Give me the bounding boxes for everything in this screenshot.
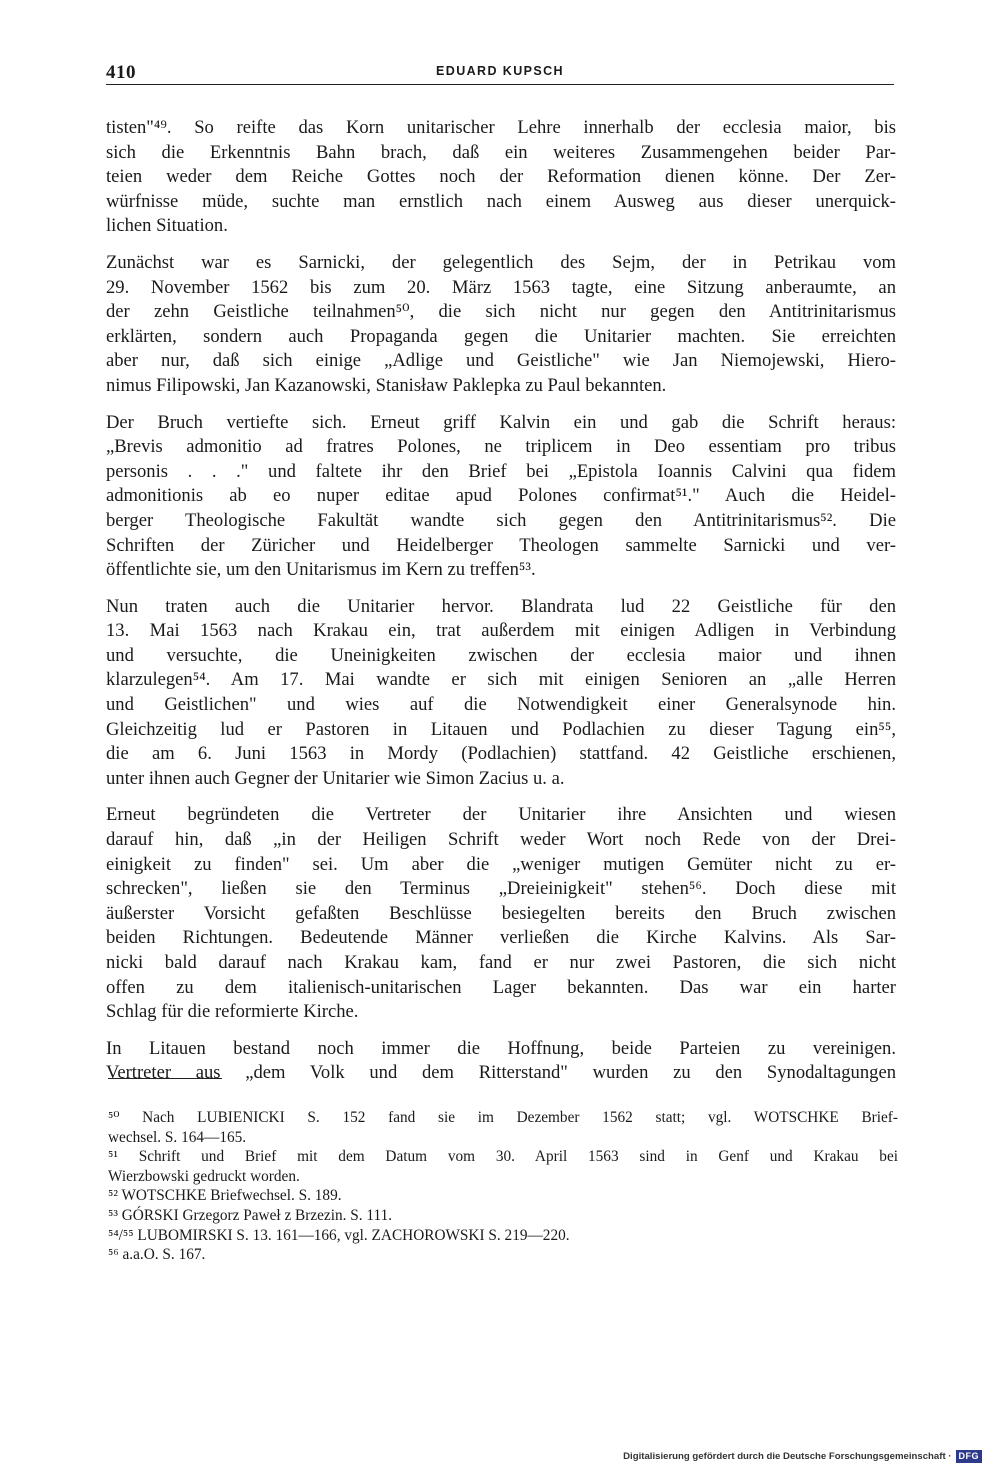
text-line: der zehn Geistliche teilnahmen⁵⁰, die sich nicht nur gegen den Antitrinitarismus [106, 301, 896, 323]
paragraph [106, 1037, 896, 1086]
text-line: admonitionis ab eo nuper editae apud Polones confirmat⁵¹." Auch die Heidel- [106, 485, 896, 507]
text-line: aber nur, daß sich einige „Adlige und Geistliche" wie Jan Niemojewski, Hiero- [106, 350, 896, 372]
text-line: berger Theologische Fakultät wandte sich gegen den Antitrinitarismus⁵². Die [106, 509, 896, 531]
text-line: offen zu dem italienisch-unitarischen Lager bekannten. Das war ein harter [106, 976, 896, 998]
text-line: Der Bruch vertiefte sich. Erneut griff Kalvin ein und gab die Schrift heraus: [106, 411, 896, 433]
text-line: Nun traten auch die Unitarier hervor. Blandrata lud 22 Geistliche für den [106, 595, 896, 617]
paragraph [106, 803, 896, 1024]
text-line: lichen Situation. [106, 215, 228, 237]
footnote-line: ⁵⁰ Nach LUBIENICKI S. 152 fand sie im Dezember 1562 statt; vgl. WOTSCHKE Brief- [108, 1109, 898, 1126]
text-line: Gleichzeitig lud er Pastoren in Litauen und Podlachien zu dieser Tagung ein⁵⁵, [106, 718, 896, 740]
text-line: und Geistlichen" und wies auf die Notwendigkeit einer Generalsynode hin. [106, 694, 896, 716]
text-line: tisten"⁴⁹. So reifte das Korn unitarischer Lehre innerhalb der ecclesia maior, bis [106, 117, 896, 138]
page-number: 410 [106, 62, 136, 83]
footnote-line: ⁵³ GÓRSKI Grzegorz Paweł z Brzezin. S. 111. [108, 1206, 393, 1224]
text-line: würfnisse müde, suchte man ernstlich nach einem Ausweg aus dieser unerquick- [106, 190, 896, 212]
paragraph [106, 116, 896, 239]
text-line: nimus Filipowski, Jan Kazanowski, Stanisław Paklepka zu Paul bekannten. [106, 374, 667, 396]
text-line: In Litauen bestand noch immer die Hoffnung, beide Parteien zu vereinigen. [106, 1037, 896, 1059]
footnote-line: ⁵² WOTSCHKE Briefwechsel. S. 189. [108, 1187, 342, 1205]
paragraph [106, 411, 896, 583]
body-text [106, 116, 896, 1098]
footnote-line: ⁵⁶ a.a.O. S. 167. [108, 1246, 206, 1264]
text-line: „Brevis admonitio ad fratres Polones, ne triplicem in Deo essentiam pro tribus [106, 436, 896, 458]
text-line: unter ihnen auch Gegner der Unitarier wie Simon Zacius u. a. [106, 767, 565, 789]
footnote [108, 1245, 898, 1265]
text-line: Schlag für die reformierte Kirche. [106, 1001, 359, 1023]
footnote-line: ⁵¹ Schrift und Brief mit dem Datum vom 30. April 1563 sind in Genf und Krakau bei [108, 1148, 898, 1166]
text-line: teien weder dem Reiche Gottes noch der Reformation dienen könne. Der Zer- [106, 166, 896, 188]
footnotes [108, 1108, 898, 1265]
footnote [108, 1147, 898, 1186]
page-header [106, 62, 894, 85]
text-line: personis . . ." und faltete ihr den Brief bei „Epistola Ioannis Calvini qua fidem [106, 460, 896, 482]
text-line: die am 6. Juni 1563 in Mordy (Podlachien) stattfand. 42 Geistliche erschienen, [106, 743, 896, 765]
text-line: öffentlichte sie, um den Unitarismus im Kern zu treffen⁵³. [106, 559, 536, 581]
text-line: Erneut begründeten die Vertreter der Unitarier ihre Ansichten und wiesen [106, 804, 896, 826]
text-line: Schriften der Züricher und Heidelberger Theologen sammelte Sarnicki und ver- [106, 534, 896, 556]
text-line: und versuchte, die Uneinigkeiten zwischen der ecclesia maior und ihnen [106, 644, 896, 666]
text-line: 29. November 1562 bis zum 20. März 1563 tagte, eine Sitzung anberaumte, an [106, 276, 896, 298]
text-line: nicki bald darauf nach Krakau kam, fand er nur zwei Pastoren, die sich nicht [106, 952, 896, 973]
credit-text: Digitalisierung gefördert durch die Deutsche Forschungsgemeinschaft · [623, 1450, 952, 1462]
text-line: schrecken", ließen sie den Terminus „Dreieinigkeit" stehen⁵⁶. Doch diese mit [106, 878, 896, 900]
footnote [108, 1206, 898, 1226]
footnote [108, 1108, 898, 1147]
text-line: äußerster Vorsicht gefaßten Beschlüsse besiegelten bereits den Bruch zwischen [106, 902, 896, 924]
text-line: einigkeit zu finden" sei. Um aber die „weniger mutigen Gemüter nicht zu er- [106, 853, 896, 875]
text-line: Zunächst war es Sarnicki, der gelegentlich des Sejm, der in Petrikau vom [106, 251, 896, 273]
footnote-line: Wierzbowski gedruckt worden. [108, 1167, 300, 1185]
footnote [108, 1226, 898, 1246]
text-line: Vertreter aus „dem Volk und dem Ritterstand" wurden zu den Synodaltagungen [106, 1062, 896, 1084]
text-line: 13. Mai 1563 nach Krakau ein, trat außerdem mit einigen Adligen in Verbindung [106, 620, 896, 642]
paragraph [106, 251, 896, 399]
footnote [108, 1186, 898, 1206]
digitization-credit [610, 1449, 982, 1463]
text-line: erklärten, sondern auch Propaganda gegen die Unitarier machten. Sie erreichten [106, 325, 896, 347]
footnote-divider [108, 1078, 222, 1079]
running-head: EDUARD KUPSCH [436, 64, 564, 78]
text-line: sich die Erkenntnis Bahn brach, daß ein weiteres Zusammengehen beider Par- [106, 141, 896, 163]
footnote-line: ⁵⁴/⁵⁵ LUBOMIRSKI S. 13. 161—166, vgl. ZACHOROWSKI S. 219—220. [108, 1226, 570, 1244]
footnote-line: wechsel. S. 164—165. [108, 1128, 247, 1146]
paragraph [106, 595, 896, 792]
text-line: darauf hin, daß „in der Heiligen Schrift weder Wort noch Rede von der Drei- [106, 829, 896, 851]
dfg-logo-icon: DFG [956, 1450, 983, 1463]
text-line: klarzulegen⁵⁴. Am 17. Mai wandte er sich mit einigen Senioren an „alle Herren [106, 669, 896, 691]
text-line: beiden Richtungen. Bedeutende Männer verließen die Kirche Kalvins. Als Sar- [106, 927, 896, 949]
